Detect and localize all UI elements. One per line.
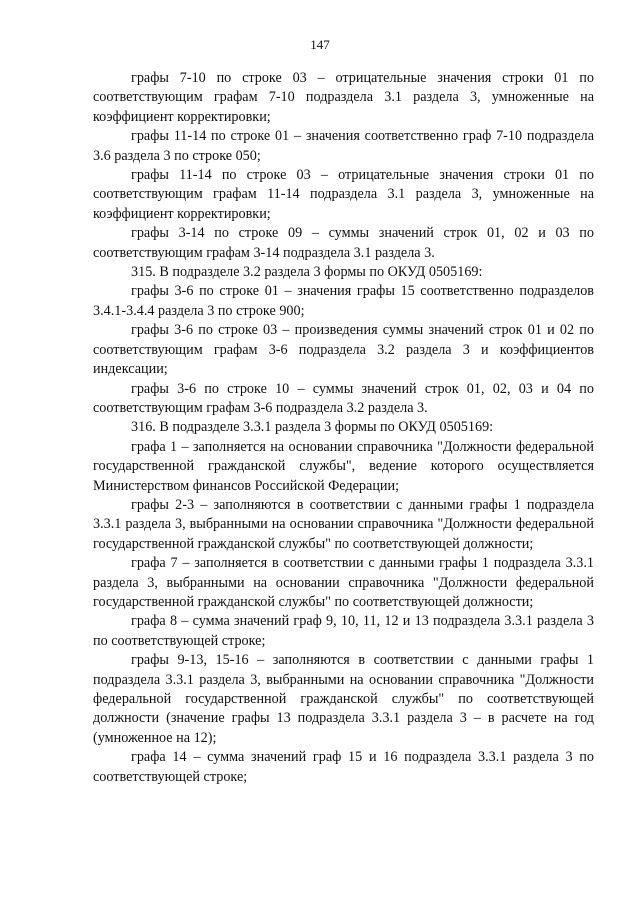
paragraph-graphs-3-6-row-03: графы 3-6 по строке 03 – произведения суммы значений строк 01 и 02 по соответствующим графам 3-6 подраздела 3.2 раздела 3 и коэффициентов индексации; (93, 322, 594, 378)
paragraph-section-316: 316. В подразделе 3.3.1 раздела 3 формы по ОКУД 0505169: (131, 419, 494, 436)
paragraph-graphs-7-10-row-03: графы 7-10 по строке 03 – отрицательные значения строки 01 по соответствующим графам 7-10 подраздела 3.1 раздела 3, умноженные на коэффициент корректировки; (93, 70, 594, 125)
paragraph-graph-14: графа 14 – сумма значений граф 15 и 16 подраздела 3.3.1 раздела 3 по соответствующей строке; (93, 749, 594, 785)
paragraph-graphs-3-6-row-10: графы 3-6 по строке 10 – суммы значений строк 01, 02, 03 и 04 по соответствующим графам 3-6 подраздела 3.2 раздела 3. (93, 380, 594, 416)
paragraph-graph-7: графа 7 – заполняется в соответствии с данными графы 1 подраздела 3.3.1 раздела 3, выбранными на основании справочника "Должности федеральной государственной гражданской службы" по соответствующей должности; (93, 555, 594, 610)
paragraph-section-315: 315. В подразделе 3.2 раздела 3 формы по ОКУД 0505169: (131, 264, 483, 281)
paragraph-graph-8: графа 8 – сумма значений граф 9, 10, 11, 12 и 13 подраздела 3.3.1 раздела 3 по соответствующей строке; (93, 613, 594, 649)
paragraph-graphs-3-6-row-01: графы 3-6 по строке 01 – значения графы 15 соответственно подразделов 3.4.1-3.4.4 раздела 3 по строке 900; (93, 283, 594, 319)
paragraph-graphs-9-13-15-16: графы 9-13, 15-16 – заполняются в соответствии с данными графы 1 подраздела 3.3.1 раздела 3, выбранными на основании справочника "Должности федеральной государственной гражданской службы" по соответствующей должности (значение графы 13 подраздела 3.3.1 раздела 3 – в расчете на год (умноженное на 12); (93, 652, 594, 746)
paragraph-graphs-3-14-row-09: графы 3-14 по строке 09 – суммы значений строк 01, 02 и 03 по соответствующим графам 3-14 подраздела 3.1 раздела 3. (93, 225, 594, 261)
paragraph-graphs-11-14-row-03: графы 11-14 по строке 03 – отрицательные значения строки 01 по соответствующим графам 11-14 подраздела 3.1 раздела 3, умноженные на коэффициент корректировки; (93, 167, 594, 222)
paragraph-graph-1: графа 1 – заполняется на основании справочника "Должности федеральной государственной гражданской службы", ведение которого осуществляется Министерством финансов Российской Федерации; (93, 438, 594, 494)
page-number: 147 (310, 37, 330, 52)
paragraph-graphs-2-3: графы 2-3 – заполняются в соответствии с данными графы 1 подраздела 3.3.1 раздела 3, выбранными на основании справочника "Должности федеральной государственной гражданской службы" по соответствующей должности; (93, 496, 594, 552)
paragraph-graphs-11-14-row-01: графы 11-14 по строке 01 – значения соответственно граф 7-10 подраздела 3.6 раздела 3 по строке 050; (93, 128, 594, 164)
document-body (93, 69, 594, 787)
